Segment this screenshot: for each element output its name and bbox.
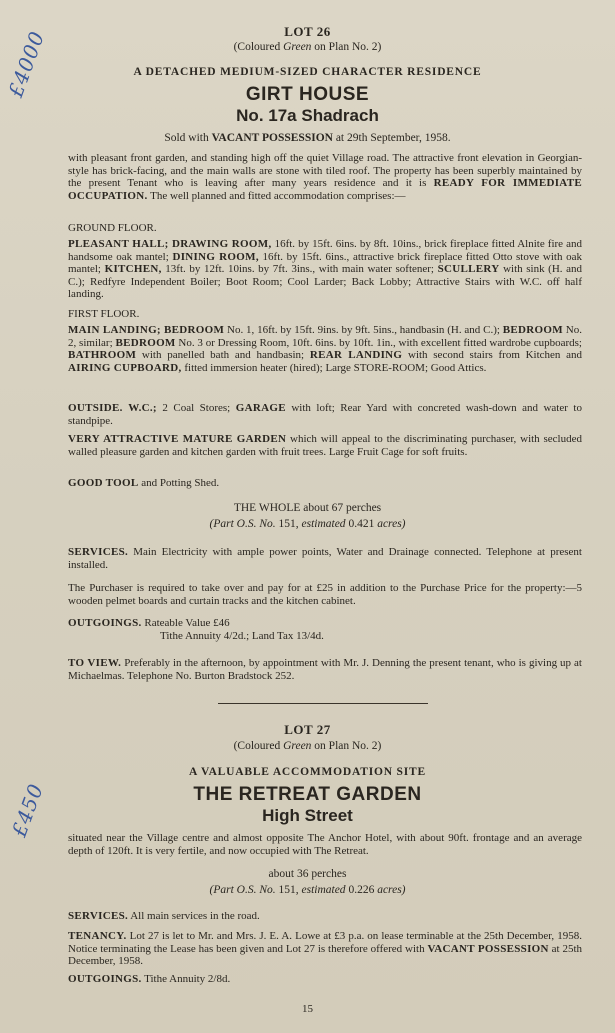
lot26-description: with pleasant front garden, and standing high off the quiet Village road. The attractive front elevation in Georgian-style has brick-facing, and the main walls are stone with tiled roof. The property has been superbly maintained by the present Tenant who is leaving after many years residence and it is READY FOR IMMEDIATE OCCUPATION. The well planned and fitted accommodation comprises:— bbox=[68, 152, 582, 202]
ground-floor-rooms: PLEASANT HALL; DRAWING ROOM, 16ft. by 15ft. 6ins. by 8ft. 10ins., brick fireplace fitted Alnite fire and handsome oak mantel; DINING ROOM, 16ft. by 15ft. 6ins., attractive brick fireplace fitted Otto stove with oak mantel; KITCHEN, 13ft. by 12ft. 10ins. by 7ft. 3ins., with main water softener; SCULLERY with sink (H. and C.); Redfyre Independent Boiler; Boot Room; Cool Larder; Back Lobby; Attractive Stairs with W.C. off half landing. bbox=[68, 238, 582, 301]
page-number: 15 bbox=[302, 1003, 313, 1015]
lot26-purchaser-note: The Purchaser is required to take over and pay for at £25 in addition to the Purchase Price for the property:—5 wooden pelmet boards and curtain tracks and the kitchen cabinet. bbox=[68, 582, 582, 607]
lot26-outgoings-detail: Tithe Annuity 4/2d.; Land Tax 13/4d. bbox=[160, 630, 324, 642]
divider bbox=[218, 703, 428, 704]
first-floor-rooms: MAIN LANDING; BEDROOM No. 1, 16ft. by 15ft. 9ins. by 9ft. 5ins., handbasin (H. and C.); BEDROOM No. 2, similar; BEDROOM No. 3 or Dressing Room, 10ft. 6ins. by 10ft. 1in., with excellent fitted wardrobe cupboards; BATHROOM with panelled bath and handbasin; REAR LANDING with second stairs from Kitchen and AIRING CUPBOARD, fitted immersion heater (hired); Large STORE-ROOM; Good Attics. bbox=[68, 324, 583, 374]
handwritten-price-lot26: £4000 bbox=[3, 27, 50, 101]
lot27-address: High Street bbox=[262, 806, 353, 825]
lot26-sale-terms: Sold with VACANT POSSESSION at 29th September, 1958. bbox=[164, 132, 451, 144]
lot27-description: situated near the Village centre and almost opposite The Anchor Hotel, with about 90ft. frontage and an average depth of 120ft. It is very fertile, and now occupied with The Retreat. bbox=[68, 832, 582, 857]
lot27-property-type: A VALUABLE ACCOMMODATION SITE bbox=[189, 766, 426, 778]
lot26-property-name: GIRT HOUSE bbox=[245, 84, 370, 105]
lot26-address: No. 17a Shadrach bbox=[236, 106, 379, 125]
lot26-plan-note: (Coloured Green on Plan No. 2) bbox=[233, 41, 382, 53]
lot26-os-reference: (Part O.S. No. 151, estimated 0.421 acres) bbox=[209, 518, 406, 530]
lot26-number: LOT 26 bbox=[284, 24, 331, 39]
lot26-area: THE WHOLE about 67 perches bbox=[233, 502, 382, 514]
lot27-tenancy: TENANCY. Lot 27 is let to Mr. and Mrs. J. E. A. Lowe at £3 p.a. on lease terminable at the 25th December, 1958. Notice terminating the Lease has been given and Lot 27 is therefore offered with VACANT POSSESSION at 25th December, 1958. bbox=[68, 930, 583, 968]
lot26-outgoings: OUTGOINGS. Rateable Value £46 bbox=[68, 617, 230, 629]
lot27-outgoings: OUTGOINGS. Tithe Annuity 2/8d. bbox=[68, 973, 231, 985]
first-floor-heading: FIRST FLOOR. bbox=[68, 308, 140, 320]
lot26-viewing: TO VIEW. Preferably in the afternoon, by appointment with Mr. J. Denning the present tenant, who is giving up at Michaelmas. Telephone No. Burton Bradstock 252. bbox=[68, 657, 582, 682]
outside-section: OUTSIDE. W.C.; 2 Coal Stores; GARAGE with loft; Rear Yard with concreted wash-down and water to standpipe. bbox=[68, 402, 582, 427]
lot27-services: SERVICES. All main services in the road. bbox=[68, 910, 260, 922]
garden-section: VERY ATTRACTIVE MATURE GARDEN which will appeal to the discriminating purchaser, with secluded walled pleasure garden and kitchen garden with fruit trees. Large Fruit Cage for soft fruits. bbox=[68, 433, 582, 458]
tool-shed-section: GOOD TOOL and Potting Shed. bbox=[68, 477, 220, 489]
handwritten-price-lot27: £450 bbox=[6, 780, 49, 840]
lot27-area: about 36 perches bbox=[268, 868, 347, 880]
lot27-property-name: THE RETREAT GARDEN bbox=[193, 784, 422, 805]
lot27-os-reference: (Part O.S. No. 151, estimated 0.226 acres) bbox=[209, 884, 406, 896]
lot26-services: SERVICES. Main Electricity with ample power points, Water and Drainage connected. Telephone at present installed. bbox=[68, 546, 582, 571]
ground-floor-heading: GROUND FLOOR. bbox=[68, 222, 157, 234]
lot27-plan-note: (Coloured Green on Plan No. 2) bbox=[233, 740, 382, 752]
lot27-number: LOT 27 bbox=[284, 722, 331, 737]
lot26-property-type: A DETACHED MEDIUM-SIZED CHARACTER RESIDENCE bbox=[133, 66, 482, 78]
